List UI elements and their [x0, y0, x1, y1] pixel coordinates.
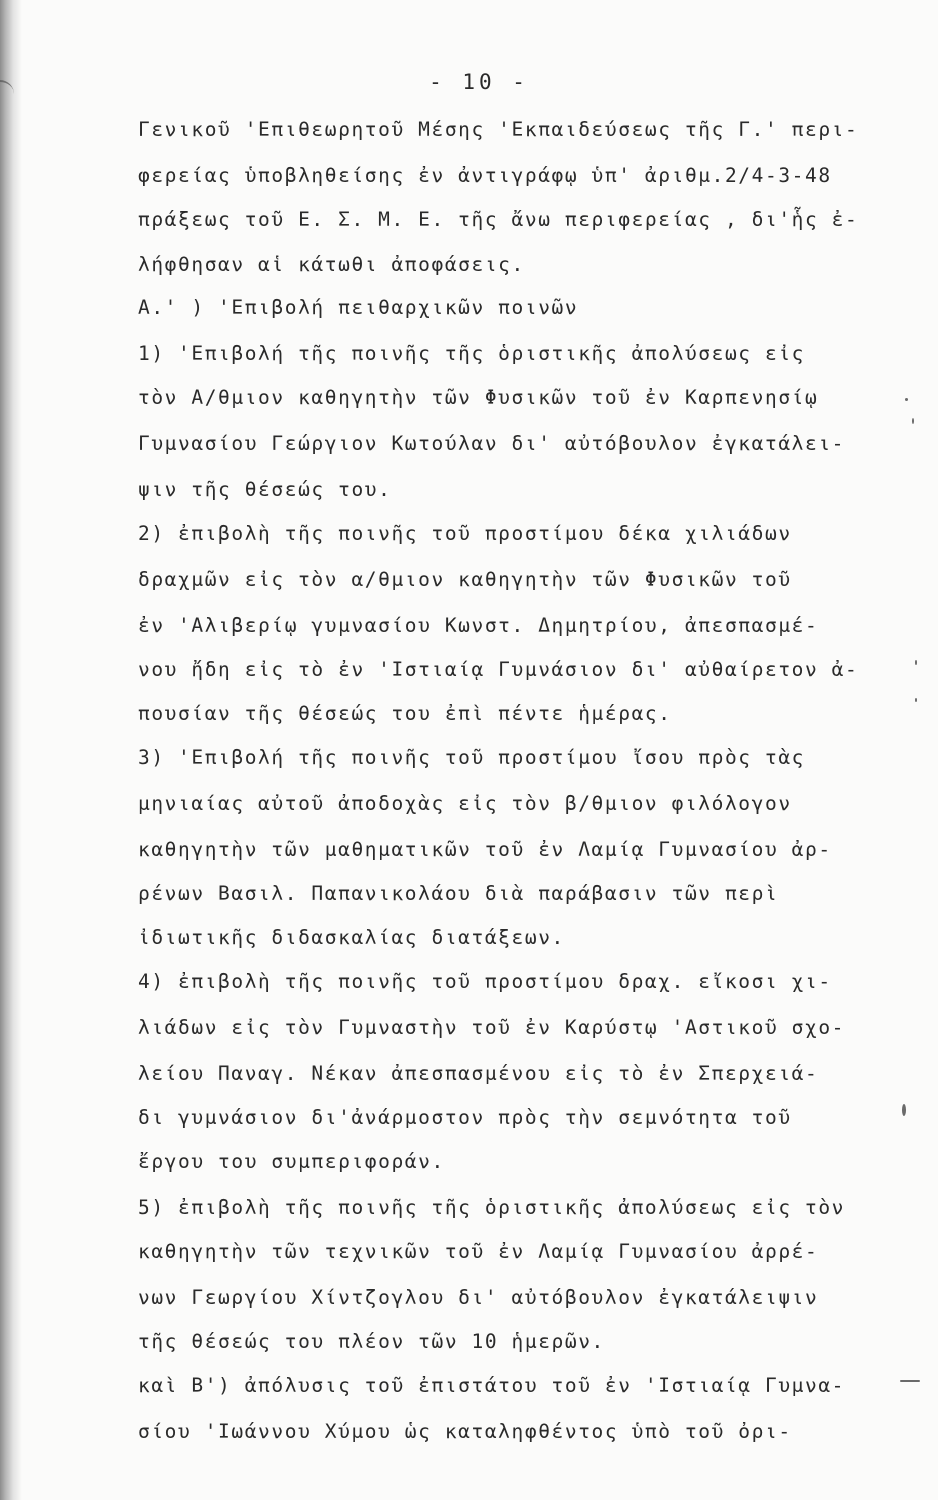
text-line: 5) ἐπιβολὴ τῆς ποινῆς τῆς ὁριστικῆς ἀπολύσεως εἰς τὸν [138, 1196, 846, 1219]
text-line: καθηγητὴν τῶν τεχνικῶν τοῦ ἐν Λαμίᾳ Γυμνασίου ἀρρέ- [138, 1240, 819, 1263]
text-line: ἔργου του συμπεριφοράν. [138, 1150, 445, 1173]
text-line: πράξεως τοῦ Ε. Σ. Μ. Ε. τῆς ἄνω περιφερείας , δι'ἧς ἐ- [138, 208, 859, 231]
scan-speck [900, 1380, 920, 1382]
text-line: δι γυμνάσιον δι'ἀνάρμοστον πρὸς τὴν σεμνότητα τοῦ [138, 1106, 792, 1129]
scan-speck [902, 1104, 906, 1116]
text-line: τῆς θέσεώς του πλέον τῶν 10 ἡμερῶν. [138, 1330, 605, 1353]
scan-speck [905, 398, 908, 401]
text-line: 2) ἐπιβολὴ τῆς ποινῆς τοῦ προστίμου δέκα χιλιάδων [138, 522, 792, 545]
text-line: ἐν 'Αλιβερίῳ γυμνασίου Κωνστ. Δημητρίου, ἀπεσπασμέ- [138, 614, 819, 637]
page-number: - 10 - [429, 70, 529, 94]
text-line: ρένων Βασιλ. Παπανικολάου διὰ παράβασιν τῶν περὶ [138, 882, 779, 905]
text-line: 1) 'Επιβολή τῆς ποινῆς τῆς ὁριστικῆς ἀπολύσεως εἰς [138, 342, 805, 365]
text-line: Γενικοῦ 'Επιθεωρητοῦ Μέσης 'Εκπαιδεύσεως τῆς Γ.' περι- [138, 118, 859, 141]
text-line: μηνιαίας αὐτοῦ ἀποδοχὰς εἰς τὸν β/θμιον φιλόλογον [138, 792, 792, 815]
text-line: νων Γεωργίου Χίντζογλου δι' αὐτόβουλον ἐγκατάλειψιν [138, 1286, 819, 1309]
text-line: σίου 'Ιωάννου Χύμου ὡς καταληφθέντος ὑπὸ τοῦ ὀρι- [138, 1420, 792, 1443]
scan-speck [915, 660, 917, 665]
text-line: φερείας ὑποβληθείσης ἐν ἀντιγράφῳ ὑπ' ἀριθμ.2/4-3-48 [138, 164, 832, 187]
text-line: πουσίαν τῆς θέσεώς του ἐπὶ πέντε ἡμέρας. [138, 702, 672, 725]
text-line: καθηγητὴν τῶν μαθηματικῶν τοῦ ἐν Λαμίᾳ Γυμνασίου ἀρ- [138, 838, 832, 861]
text-line: λιάδων εἰς τὸν Γυμναστὴν τοῦ ἐν Καρύστῳ 'Αστικοῦ σχο- [138, 1016, 846, 1039]
text-line: λήφθησαν αἱ κάτωθι ἀποφάσεις. [138, 253, 525, 276]
text-line: καὶ Β') ἀπόλυσις τοῦ ἐπιστάτου τοῦ ἐν 'Ιστιαίᾳ Γυμνα- [138, 1374, 846, 1397]
text-line: ψιν τῆς θέσεώς του. [138, 478, 392, 501]
text-line: δραχμῶν εἰς τὸν α/θμιον καθηγητὴν τῶν Φυσικῶν τοῦ [138, 568, 792, 591]
text-line: Γυμνασίου Γεώργιον Κωτούλαν δι' αὐτόβουλον ἐγκατάλει- [138, 432, 846, 455]
page-edge-shadow [0, 0, 22, 1500]
scan-speck [912, 418, 914, 424]
text-line: λείου Παναγ. Νέκαν ἀπεσπασμένου εἰς τὸ ἐν Σπερχειά- [138, 1062, 819, 1085]
text-line: 3) 'Επιβολή τῆς ποινῆς τοῦ προστίμου ἴσου πρὸς τὰς [138, 746, 805, 769]
section-heading: Α.' ) 'Επιβολή πειθαρχικῶν ποινῶν [138, 296, 579, 319]
text-line: νου ἤδη εἰς τὸ ἐν 'Ιστιαίᾳ Γυμνάσιον δι' αὐθαίρετον ἀ- [138, 658, 859, 681]
text-line: τὸν Α/θμιον καθηγητὴν τῶν Φυσικῶν τοῦ ἐν Καρπενησίῳ [138, 386, 819, 409]
text-line: 4) ἐπιβολὴ τῆς ποινῆς τοῦ προστίμου δραχ. εἴκοσι χι- [138, 970, 832, 993]
text-line: ἰδιωτικῆς διδασκαλίας διατάξεων. [138, 926, 565, 949]
scan-speck [915, 698, 917, 702]
